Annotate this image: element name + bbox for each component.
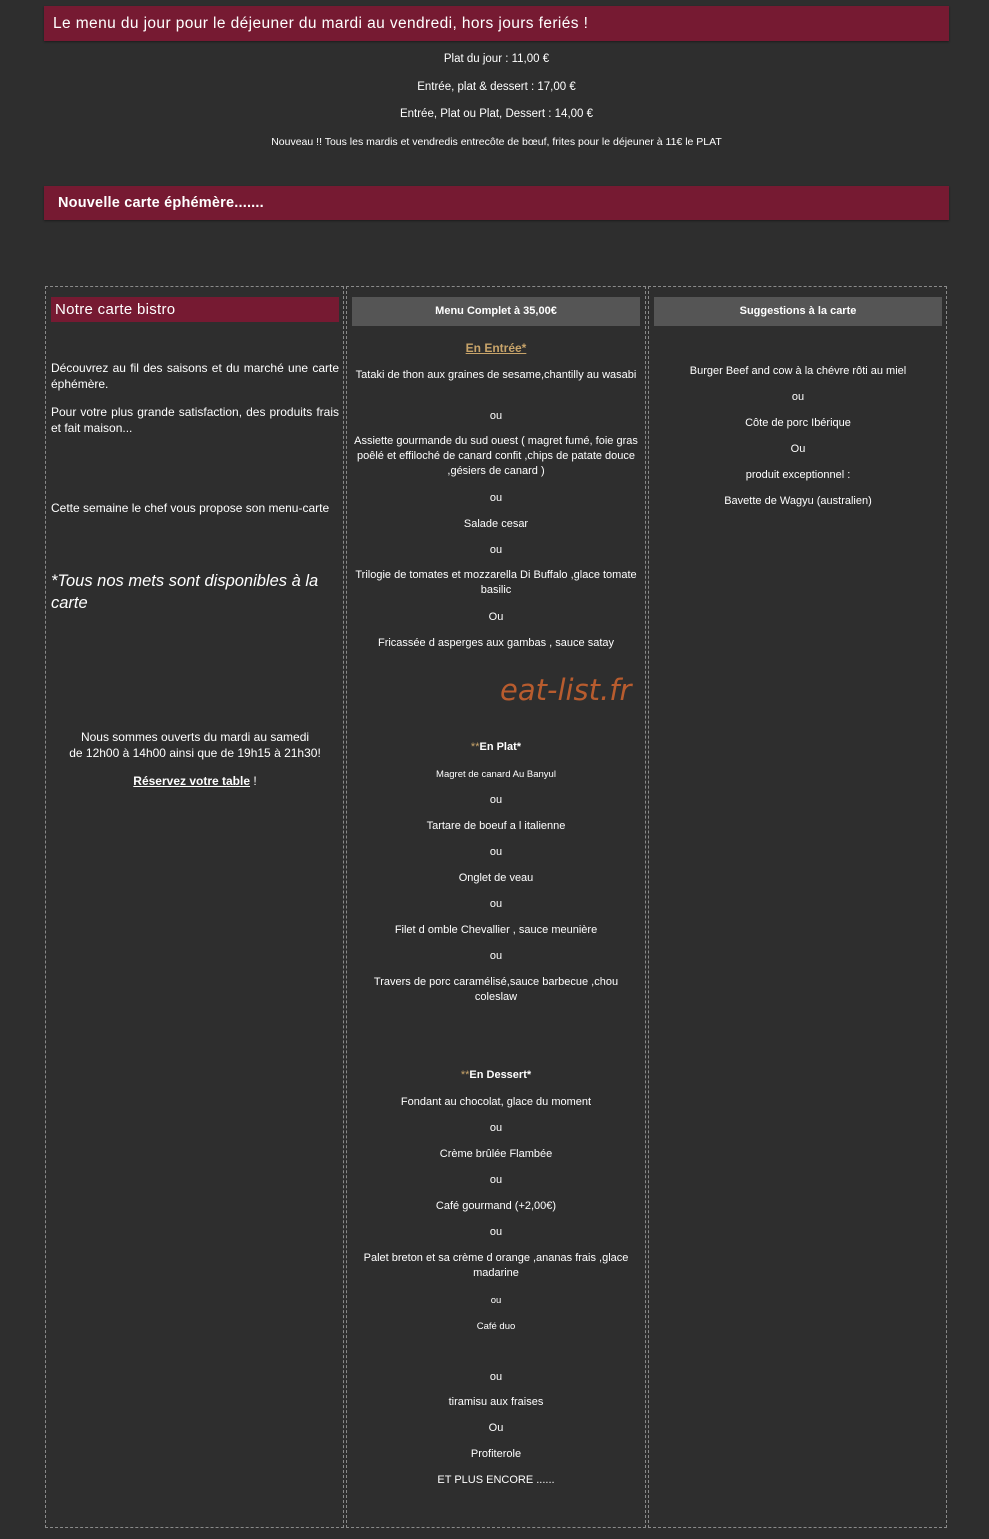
suggestions-column [648,286,947,1528]
list-item: Trilogie de tomates et mozzarella Di Buffalo ,glace tomate basilic [355,569,637,596]
list-item: Fricassée d asperges aux gambas , sauce satay [377,637,614,649]
list-item: ou [489,846,503,858]
list-item: Profiterole [470,1448,522,1460]
list-item: ou [791,391,805,403]
opening-hours-line1: Nous sommes ouverts du mardi au samedi [80,730,310,744]
list-item: ou [489,1371,503,1383]
bistro-column [45,286,344,1528]
price-line: Plat du jour : 11,00 € [443,53,550,65]
list-item: Ou [488,611,504,623]
list-item: Ou [790,443,806,455]
new-menu-banner-text: Nouvelle carte éphémère....... [58,195,264,211]
chef-paragraph: Cette semaine le chef vous propose son menu-carte [51,501,330,515]
plat-section-title: En Plat* [479,741,522,753]
list-item: Bavette de Wagyu (australien) [724,495,872,507]
list-item: Café gourmand (+2,00€) [435,1200,557,1212]
list-item: ou [489,898,503,910]
list-item: ou [490,1295,502,1306]
list-item: ou [489,410,503,422]
list-item: produit exceptionnel : [745,469,851,481]
list-item: Palet breton et sa crème d orange ,ananas frais ,glace madarine [363,1252,629,1279]
suggestions-title: Suggestions à la carte [654,297,942,326]
watermark-text: eat-list.fr [500,673,632,707]
daily-prices [44,46,949,156]
new-menu-banner [44,186,949,220]
stars-mark: ** [460,1069,470,1081]
list-item: ou [489,794,503,806]
list-item: Tartare de boeuf a l italienne [426,820,566,832]
list-item: ou [489,544,503,556]
set-menu-column [346,286,646,1528]
list-item: Ou [488,1422,504,1434]
dessert-section-title: En Dessert* [469,1069,532,1081]
list-item: ET PLUS ENCORE ...... [437,1474,555,1486]
set-menu-title: Menu Complet à 35,00€ [352,297,640,326]
list-item: Tataki de thon aux graines de sesame,chantilly au wasabi [355,369,637,381]
list-item: ou [489,1226,503,1238]
price-line: Entrée, plat & dessert : 17,00 € [417,80,576,93]
list-item: Assiette gourmande du sud ouest ( magret fumé, foie gras poêlé et effiloché de canard confit ,chips de patate douce ,gésiers de canard ) [354,435,638,477]
list-item: Café duo [476,1321,516,1332]
list-item: ou [489,1174,503,1186]
list-item: Salade cesar [463,518,529,530]
list-item: ou [489,492,503,504]
price-line: Nouveau !! Tous les mardis et vendredis entrecôte de bœuf, frites pour le déjeuner à 11€ le PLAT [271,135,722,148]
list-item: Filet d omble Chevallier , sauce meunière [394,924,598,936]
price-line: Entrée, Plat ou Plat, Dessert : 14,00 € [399,108,594,120]
reserve-suffix: ! [250,774,257,788]
entree-section-title: En Entrée* [465,341,527,355]
daily-menu-banner [44,6,949,41]
list-item: Burger Beef and cow à la chévre rôti au miel [689,365,907,377]
list-item: Côte de porc Ibérique [745,417,851,429]
reservation-line [51,773,339,789]
stars-mark: ** [470,741,480,753]
list-item: ou [489,1122,503,1134]
intro-paragraph: Découvrez au fil des saisons et du marché une carte éphémère. [51,361,339,391]
bistro-title: Notre carte bistro [51,297,339,322]
list-item: Travers de porc caramélisé,sauce barbecue ,chou coleslaw [373,976,619,1003]
list-item: Crème brûlée Flambée [439,1148,553,1160]
list-item: ou [489,950,503,962]
opening-hours-line2: de 12h00 à 14h00 ainsi que de 19h15 à 21h30! [69,746,321,760]
reserve-table-link[interactable]: Réservez votre table [133,774,251,788]
list-item: tiramisu aux fraises [448,1396,544,1408]
list-item: Onglet de veau [458,872,534,884]
list-item: Fondant au chocolat, glace du moment [400,1096,592,1108]
quality-paragraph: Pour votre plus grande satisfaction, des produits frais et fait maison... [51,405,339,435]
list-item: Magret de canard Au Banyul [436,769,556,780]
availability-note: *Tous nos mets sont disponibles à la carte [51,572,319,612]
daily-menu-banner-text: Le menu du jour pour le déjeuner du mardi au vendredi, hors jours feriés ! [53,14,589,32]
